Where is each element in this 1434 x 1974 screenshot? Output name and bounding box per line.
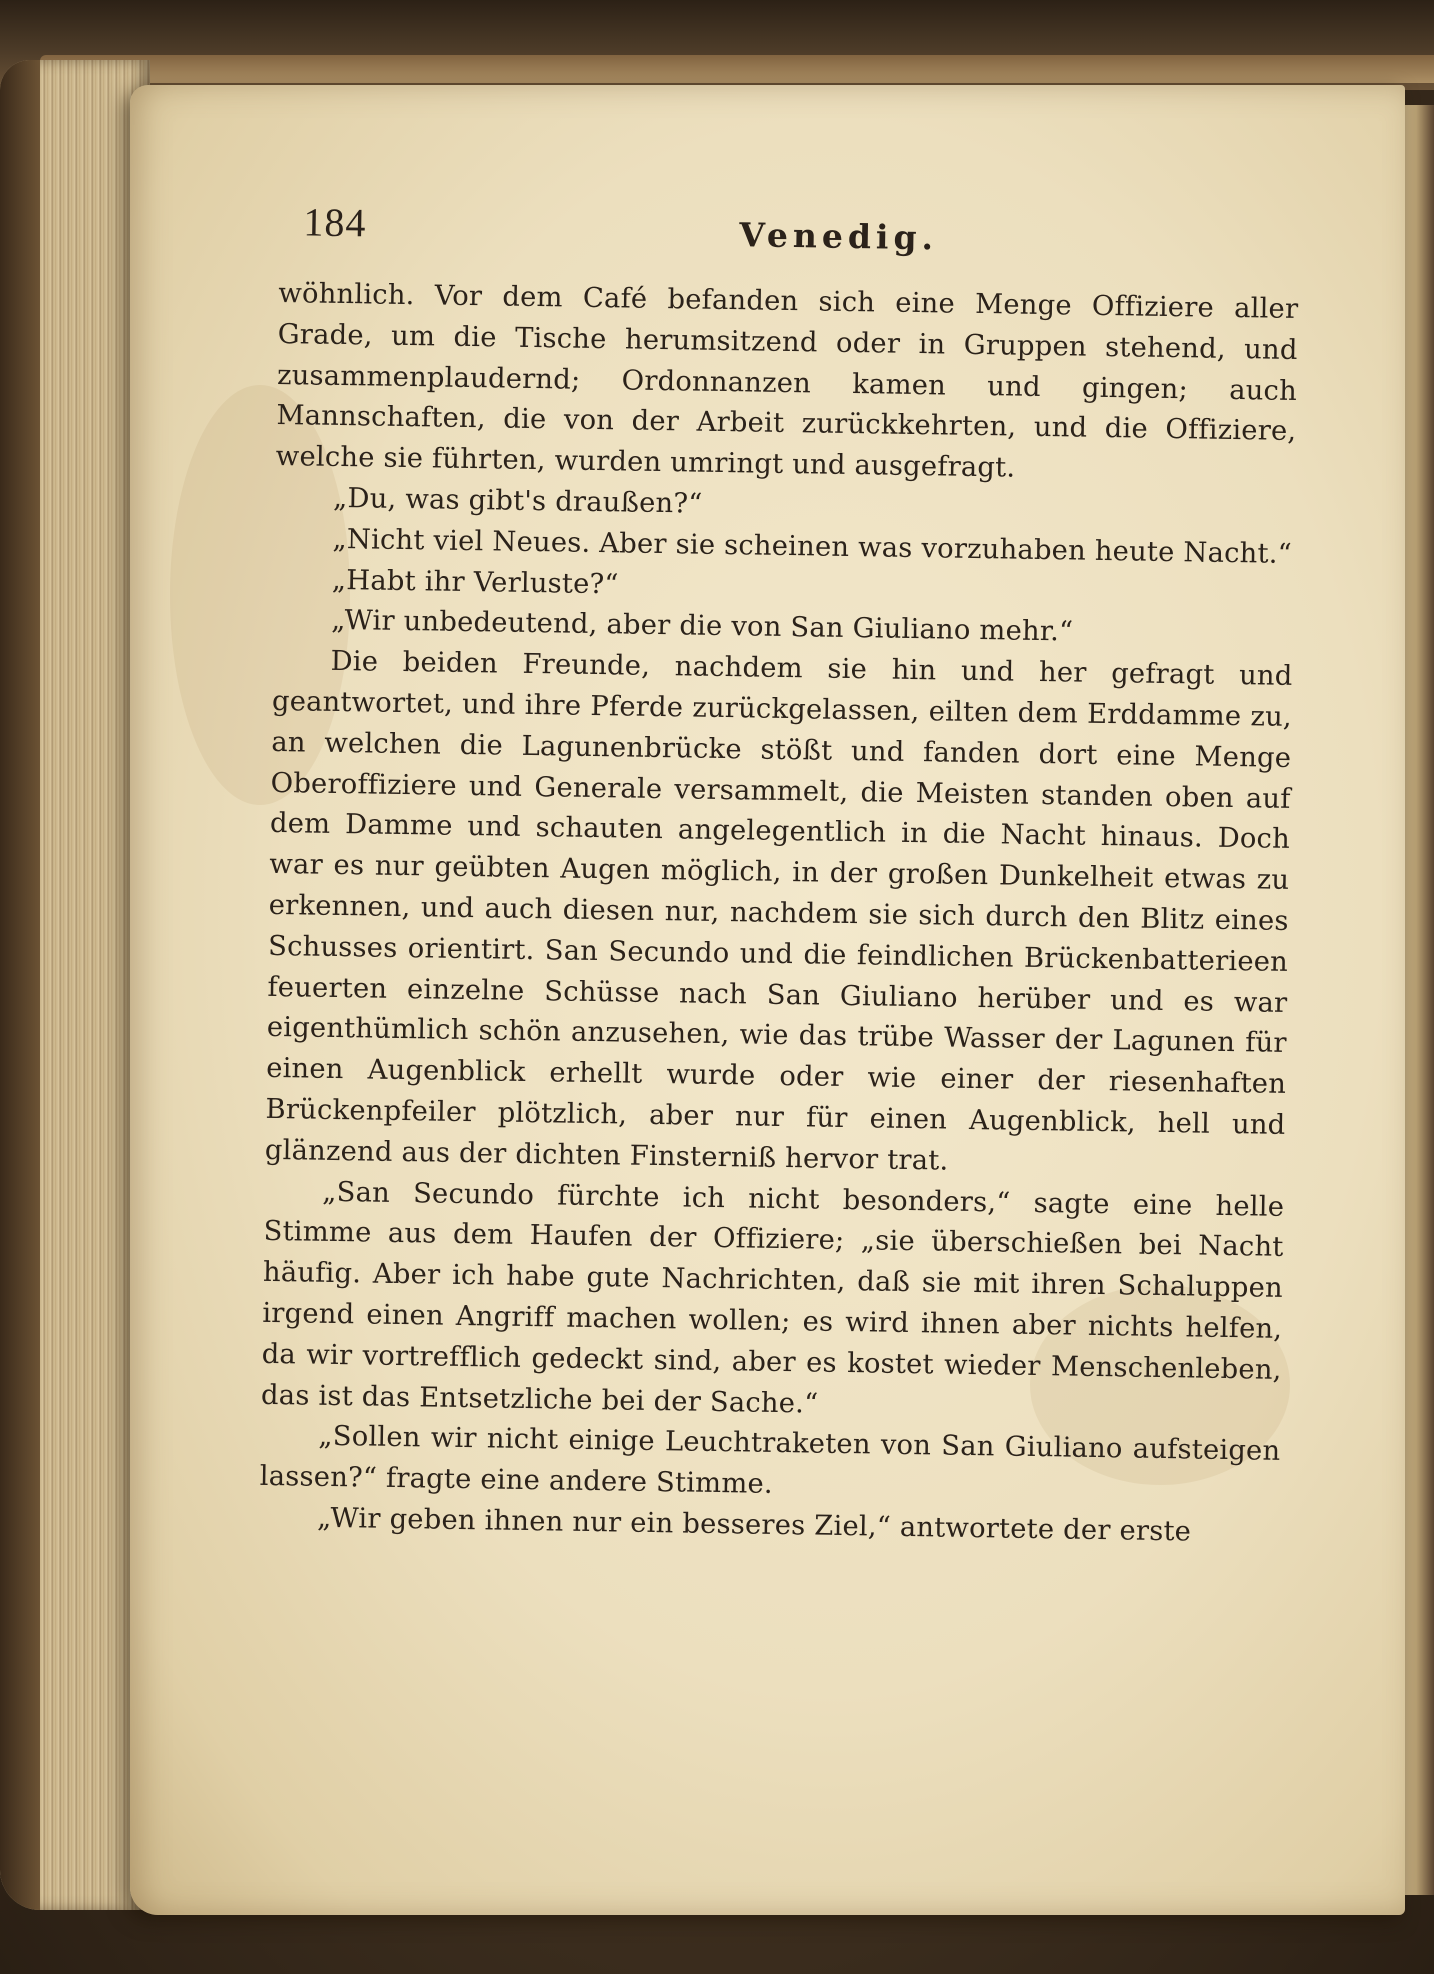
paragraph: „Wir unbedeutend, aber die von San Giuliano mehr.“ (330, 605, 1074, 648)
paragraph: „Nicht viel Neues. Aber sie scheinen was vorzuhaben heute Nacht.“ (332, 523, 1293, 570)
body-text (259, 274, 1299, 1555)
paragraph: Die beiden Freunde, nachdem sie hin und her gefragt und geantwortet, und ihre Pferde zurückgelassen, eilten dem Erddamme zu, an welchen die Lagunenbrücke stößt und fanden dort eine Menge Oberoffiziere und Generale versammelt, die Meisten standen oben auf dem Damme und schauten angelegentlich in die Nacht hinaus. Doch war es nur geübten Augen möglich, in der großen Dunkelheit etwas zu erkennen, und auch diesen nur, nachdem sie sich durch den Blitz eines Schusses orientirt. San Secundo und die feindlichen Brückenbatterieen feuerten einzelne Schüsse nach San Giuliano herüber und es war eigenthümlich schön anzusehen, wie das trübe Wasser der Lagunen für einen Augenblick erhellt wurde oder wie einer der riesenhaften Brückenpfeiler plötzlich, aber nur für einen Augenblick, hell und glänzend aus der dichten Finsterniß hervor trat. (264, 646, 1293, 1177)
page-number: 184 (303, 199, 367, 246)
paragraph: „Du, was gibt's draußen?“ (332, 482, 703, 520)
page-text-block (259, 190, 1300, 1555)
binding-spine (0, 60, 40, 1910)
cover-edge (40, 55, 1434, 83)
running-head: Venedig. (739, 215, 939, 258)
paragraph: wöhnlich. Vor dem Café befanden sich eine Menge Offiziere aller Grade, um die Tische herumsitzend oder in Gruppen stehend, und zusammenplaudernd; Ordonnanzen kamen und gingen; auch Mannschaften, die von der Arbeit zurückkehrten, und die Offiziere, welche sie führten, wurden umringt und ausgefragt. (275, 277, 1299, 484)
paragraph: „San Secundo fürchte ich nicht besonders,“ sagte eine helle Stimme aus dem Haufen der Offiziere; „sie überschießen bei Nacht häufig. Aber ich habe gute Nachrichten, daß sie mit ihren Schaluppen irgend einen Angriff machen wollen; es wird ihnen aber nichts helfen, da wir vortrefflich gedeckt sind, aber es kostet wieder Menschenleben, das ist das Entsetzliche bei der Sache.“ (260, 1176, 1285, 1420)
paragraph: „Habt ihr Verluste?“ (331, 564, 619, 600)
paragraph: „Sollen wir nicht einige Leuchtraketen von San Giuliano aufsteigen lassen?“ fragte eine andere Stimme. (259, 1421, 1281, 1501)
paragraph: „Wir geben ihnen nur ein besseres Ziel,“ antwortete der erste (316, 1502, 1192, 1548)
page-header (279, 190, 1300, 276)
